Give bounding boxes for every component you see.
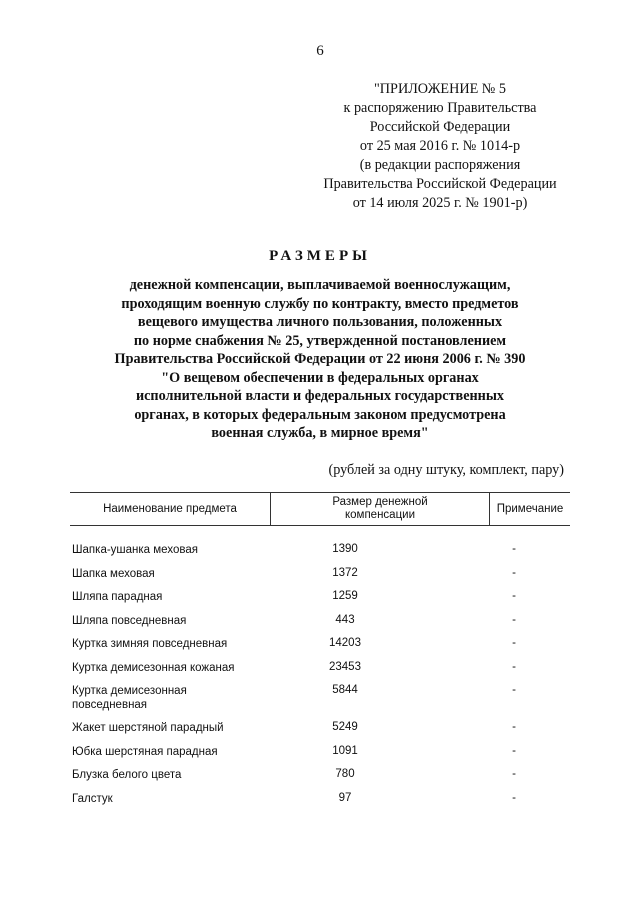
compensation-table — [70, 492, 570, 815]
item-compensation: 1390 — [332, 543, 358, 555]
item-name: Куртка зимняя повседневная — [72, 638, 228, 650]
item-compensation: 443 — [335, 613, 355, 626]
subtitle-line: органах, в которых федеральным законом предусмотрена — [134, 406, 506, 423]
item-name: Галстук — [72, 792, 113, 805]
subtitle-line: Правительства Российской Федерации от 22 июня 2006 г. № 390 — [114, 351, 526, 367]
item-note: - — [512, 721, 516, 733]
item-note: - — [512, 684, 516, 696]
item-compensation: 1259 — [332, 590, 358, 602]
item-compensation: 97 — [338, 791, 352, 804]
document-title: РАЗМЕРЫ — [269, 248, 371, 264]
item-name: Шляпа парадная — [72, 591, 163, 603]
item-name — [72, 684, 262, 712]
item-compensation: 5249 — [332, 721, 358, 733]
table-body — [70, 526, 570, 815]
item-name: Жакет шерстяной парадный — [72, 722, 224, 734]
item-note: - — [512, 768, 516, 780]
item-compensation: 5844 — [332, 684, 358, 696]
item-compensation: 23453 — [329, 660, 361, 673]
item-name: Шляпа повседневная — [72, 614, 187, 627]
table-row — [70, 614, 570, 638]
units-note: (рублей за одну штуку, комплект, пару) — [328, 462, 564, 478]
table-row — [70, 590, 570, 614]
appendix-line: "ПРИЛОЖЕНИЕ № 5 — [374, 81, 506, 97]
item-name: Юбка шерстяная парадная — [72, 745, 218, 758]
subtitle-line: по норме снабжения № 25, утвержденной постановлением — [133, 332, 507, 349]
item-note: - — [512, 791, 516, 804]
item-name: Блузка белого цвета — [72, 769, 182, 781]
appendix-line: Российской Федерации — [369, 119, 511, 135]
document-subtitle — [60, 276, 580, 443]
item-note: - — [512, 744, 516, 757]
item-compensation: 780 — [335, 768, 355, 780]
table-header — [70, 492, 570, 526]
item-name: Шапка меховая — [72, 567, 155, 580]
subtitle-line: "О вещевом обеспечении в федеральных органах — [161, 369, 479, 386]
item-note: - — [512, 590, 516, 602]
subtitle-line: исполнительной власти и федеральных государственных — [135, 388, 505, 404]
table-row — [70, 745, 570, 769]
header-compensation-line: компенсации — [344, 509, 416, 521]
table-row — [70, 637, 570, 661]
item-name-line: Куртка демисезонная — [72, 685, 187, 697]
item-note: - — [512, 543, 516, 555]
table-row — [70, 543, 570, 567]
page-number: 6 — [316, 43, 324, 59]
appendix-line: Правительства Российской Федерации — [323, 176, 557, 192]
item-note: - — [512, 637, 516, 649]
table-row — [70, 768, 570, 792]
subtitle-line: проходящим военную службу по контракту, вместо предметов — [121, 295, 519, 312]
item-note: - — [512, 566, 516, 579]
item-name: Куртка демисезонная кожаная — [72, 661, 235, 674]
item-note: - — [512, 613, 516, 626]
item-compensation: 1091 — [332, 744, 358, 757]
appendix-line: от 14 июля 2025 г. № 1901-р) — [352, 195, 528, 211]
appendix-line: (в редакции распоряжения — [359, 157, 521, 173]
header-item-name: Наименование предмета — [103, 502, 237, 515]
item-compensation: 14203 — [329, 637, 361, 649]
appendix-line: от 25 мая 2016 г. № 1014-р — [359, 138, 521, 154]
subtitle-line: вещевого имущества личного пользования, положенных — [137, 314, 503, 330]
item-compensation: 1372 — [332, 566, 358, 579]
table-row — [70, 684, 570, 721]
appendix-line: к распоряжению Правительства — [343, 100, 537, 116]
item-name: Шапка-ушанка меховая — [72, 544, 198, 556]
subtitle-line: денежной компенсации, выплачиваемой военнослужащим, — [129, 277, 511, 293]
appendix-header — [300, 80, 580, 213]
header-note: Примечание — [496, 502, 564, 515]
header-compensation-line: Размер денежной — [332, 496, 428, 508]
subtitle-line: военная служба, в мирное время" — [211, 425, 429, 441]
item-note: - — [512, 660, 516, 673]
table-row — [70, 792, 570, 816]
table-row — [70, 721, 570, 745]
table-row — [70, 567, 570, 591]
item-name-line: повседневная — [72, 699, 148, 711]
header-compensation — [270, 493, 490, 525]
table-row — [70, 661, 570, 685]
